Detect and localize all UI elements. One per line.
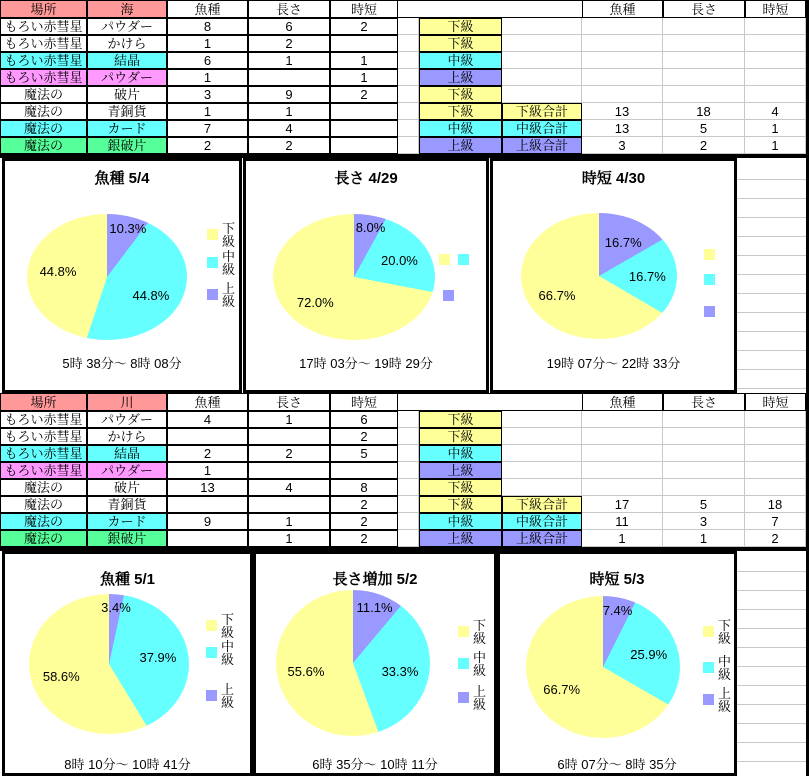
header-gap	[398, 393, 582, 411]
cell-total-value[interactable]: 18	[745, 496, 806, 513]
cell-empty[interactable]	[502, 69, 582, 86]
cell-spacer[interactable]	[398, 103, 419, 120]
cell-grade[interactable]: 下級	[419, 479, 502, 496]
legend-label-1: 下級	[473, 618, 487, 646]
legend-label-1: 下級	[222, 221, 236, 249]
header-place[interactable]: 場所	[0, 393, 87, 411]
cell-total-value[interactable]: 13	[582, 120, 663, 137]
cell-value[interactable]: 4	[167, 411, 248, 428]
cell-grade[interactable]: 下級	[419, 103, 502, 120]
cell-empty[interactable]	[582, 462, 663, 479]
cell-empty[interactable]	[502, 428, 582, 445]
cell-value[interactable]: 1	[330, 69, 398, 86]
header-metric-0[interactable]: 魚種	[167, 393, 248, 411]
cell-empty[interactable]	[502, 86, 582, 103]
cell-grade[interactable]: 下級	[419, 18, 502, 35]
cell-grade[interactable]: 下級	[419, 496, 502, 513]
cell-value[interactable]: 2	[248, 137, 330, 154]
cell-value[interactable]: 1	[167, 103, 248, 120]
cell-value[interactable]	[330, 462, 398, 479]
cell-empty[interactable]	[582, 18, 663, 35]
legend-swatch-2	[458, 254, 469, 265]
cell-value[interactable]: 7	[167, 120, 248, 137]
pie-percent-label: 10.3%	[109, 221, 147, 237]
chart-title: 時短 5/3	[589, 571, 645, 588]
cell-empty[interactable]	[502, 462, 582, 479]
pie-percent-label: 11.1%	[356, 599, 393, 615]
cell-spacer[interactable]	[398, 496, 419, 513]
pie-percent-label: 16.7%	[628, 269, 666, 285]
chart-title: 時短 4/30	[581, 170, 646, 187]
cell-value[interactable]: 2	[330, 86, 398, 103]
cell-grade[interactable]: 上級	[419, 137, 502, 154]
cell-empty[interactable]	[745, 69, 806, 86]
cell-empty[interactable]	[502, 479, 582, 496]
cell-spacer[interactable]	[398, 462, 419, 479]
cell-value[interactable]: 1	[248, 52, 330, 69]
cell-item[interactable]: 破片	[87, 86, 167, 103]
pie-percent-label: 20.0%	[381, 253, 418, 269]
cell-empty[interactable]	[745, 428, 806, 445]
cell-place[interactable]: もろい赤彗星	[0, 18, 87, 35]
cell-total-value[interactable]: 11	[582, 513, 663, 530]
cell-item[interactable]: カード	[87, 513, 167, 530]
cell-total-value[interactable]: 4	[745, 103, 806, 120]
cell-spacer[interactable]	[398, 479, 419, 496]
cell-place[interactable]: もろい赤彗星	[0, 52, 87, 69]
cell-empty[interactable]	[582, 428, 663, 445]
cell-spacer[interactable]	[398, 86, 419, 103]
cell-empty[interactable]	[582, 86, 663, 103]
cell-item[interactable]: パウダー	[87, 18, 167, 35]
cell-total-value[interactable]: 1	[663, 530, 745, 547]
cell-value[interactable]: 2	[330, 18, 398, 35]
legend-label-2: 中級	[221, 639, 235, 667]
header-metric-1[interactable]: 長さ	[248, 393, 330, 411]
legend-swatch-2	[703, 662, 714, 673]
cell-total-label[interactable]: 中級合計	[502, 513, 582, 530]
header-category[interactable]: 海	[87, 0, 167, 18]
legend-swatch-3	[703, 694, 714, 705]
cell-total-value[interactable]: 13	[582, 103, 663, 120]
legend-swatch-1	[207, 229, 218, 240]
legend-label-2: 中級	[222, 249, 236, 277]
cell-spacer[interactable]	[398, 52, 419, 69]
cell-grade[interactable]: 上級	[419, 69, 502, 86]
cell-empty[interactable]	[663, 52, 745, 69]
cell-value[interactable]: 6	[248, 18, 330, 35]
pie-chart-1[interactable]	[2, 158, 242, 393]
cell-empty[interactable]	[745, 445, 806, 462]
cell-value[interactable]: 1	[248, 530, 330, 547]
cell-empty[interactable]	[582, 479, 663, 496]
legend-swatch-2	[207, 257, 218, 268]
cell-value[interactable]: 8	[167, 18, 248, 35]
chart-title: 長さ増加 5/2	[332, 571, 418, 588]
cell-place[interactable]: もろい赤彗星	[0, 35, 87, 52]
cell-empty[interactable]	[582, 69, 663, 86]
legend-label-3: 上級	[718, 686, 732, 714]
cell-spacer[interactable]	[398, 513, 419, 530]
cell-value[interactable]: 13	[167, 479, 248, 496]
cell-grade[interactable]: 中級	[419, 52, 502, 69]
pie-chart-6[interactable]	[497, 551, 737, 776]
cell-empty[interactable]	[745, 411, 806, 428]
legend-label-3: 上級	[222, 281, 236, 309]
pie-percent-label: 8.0%	[355, 219, 386, 235]
cell-empty[interactable]	[663, 69, 745, 86]
cell-value[interactable]	[167, 530, 248, 547]
cell-empty[interactable]	[663, 462, 745, 479]
header-sum-metric-1[interactable]: 長さ	[663, 0, 745, 18]
cell-place[interactable]: もろい赤彗星	[0, 445, 87, 462]
cell-value[interactable]: 1	[330, 52, 398, 69]
legend-swatch-1	[458, 626, 469, 637]
cell-total-label[interactable]: 下級合計	[502, 103, 582, 120]
cell-spacer[interactable]	[398, 445, 419, 462]
cell-item[interactable]: 結晶	[87, 445, 167, 462]
cell-empty[interactable]	[502, 411, 582, 428]
cell-grade[interactable]: 下級	[419, 411, 502, 428]
cell-total-value[interactable]: 3	[582, 137, 663, 154]
header-sum-metric-1[interactable]: 長さ	[663, 393, 745, 411]
empty-cells-grid-top[interactable]	[737, 161, 806, 392]
cell-total-value[interactable]: 3	[663, 513, 745, 530]
pie-chart-2[interactable]	[243, 158, 489, 393]
chart-title: 長さ 4/29	[334, 170, 398, 187]
chart-caption: 6時 07分～ 8時 35分	[557, 757, 677, 772]
cell-empty[interactable]	[745, 35, 806, 52]
pie-percent-label: 44.8%	[39, 263, 77, 279]
cell-item[interactable]: パウダー	[87, 411, 167, 428]
pie-percent-label: 58.6%	[42, 668, 80, 684]
legend-swatch-1	[703, 626, 714, 637]
cell-item[interactable]: 破片	[87, 479, 167, 496]
cell-place[interactable]: もろい赤彗星	[0, 69, 87, 86]
cell-item[interactable]: かけら	[87, 35, 167, 52]
cell-place[interactable]: 魔法の	[0, 103, 87, 120]
cell-grade[interactable]: 上級	[419, 462, 502, 479]
chart-caption: 5時 38分～ 8時 08分	[62, 356, 182, 371]
cell-value[interactable]: 2	[167, 137, 248, 154]
pie-percent-label: 44.8%	[132, 288, 170, 304]
legend-swatch-2	[206, 647, 217, 658]
cell-spacer[interactable]	[398, 120, 419, 137]
cell-total-value[interactable]: 2	[663, 137, 745, 154]
header-sum-metric-2[interactable]: 時短	[745, 0, 806, 18]
pie-percent-label: 7.4%	[602, 603, 633, 619]
header-gap	[398, 0, 582, 18]
cell-empty[interactable]	[502, 445, 582, 462]
cell-empty[interactable]	[745, 86, 806, 103]
cell-place[interactable]: もろい赤彗星	[0, 428, 87, 445]
cell-value[interactable]: 9	[167, 513, 248, 530]
chart-title: 魚種 5/1	[99, 571, 156, 588]
cell-item[interactable]: パウダー	[87, 69, 167, 86]
cell-item[interactable]: 青銅貨	[87, 496, 167, 513]
cell-value[interactable]: 1	[248, 411, 330, 428]
header-sum-metric-0[interactable]: 魚種	[582, 0, 663, 18]
cell-value[interactable]: 1	[167, 69, 248, 86]
cell-total-value[interactable]: 17	[582, 496, 663, 513]
legend-swatch-3	[207, 289, 218, 300]
cell-grade[interactable]: 中級	[419, 513, 502, 530]
cell-empty[interactable]	[582, 52, 663, 69]
cell-value[interactable]: 5	[330, 445, 398, 462]
cell-value[interactable]: 2	[330, 496, 398, 513]
pie-percent-label: 16.7%	[604, 235, 642, 251]
cell-value[interactable]: 1	[167, 35, 248, 52]
legend-label-1: 下級	[718, 618, 732, 646]
cell-value[interactable]	[167, 496, 248, 513]
cell-grade[interactable]: 下級	[419, 86, 502, 103]
cell-place[interactable]: 魔法の	[0, 513, 87, 530]
legend-swatch-3	[206, 690, 217, 701]
cell-value[interactable]: 1	[167, 462, 248, 479]
cell-item[interactable]: 銀破片	[87, 530, 167, 547]
pie-percent-label: 33.3%	[381, 663, 419, 679]
cell-total-label[interactable]: 下級合計	[502, 496, 582, 513]
cell-grade[interactable]: 中級	[419, 445, 502, 462]
header-metric-2[interactable]: 時短	[330, 0, 398, 18]
cell-value[interactable]	[248, 69, 330, 86]
cell-total-value[interactable]: 1	[745, 137, 806, 154]
cell-value[interactable]	[330, 103, 398, 120]
cell-spacer[interactable]	[398, 411, 419, 428]
cell-total-value[interactable]: 7	[745, 513, 806, 530]
cell-spacer[interactable]	[398, 35, 419, 52]
pie-percent-label: 72.0%	[296, 294, 334, 310]
pie-percent-label: 55.6%	[287, 663, 325, 679]
header-metric-0[interactable]: 魚種	[167, 0, 248, 18]
cell-value[interactable]: 2	[248, 35, 330, 52]
cell-value[interactable]: 2	[330, 428, 398, 445]
cell-empty[interactable]	[663, 18, 745, 35]
cell-item[interactable]: パウダー	[87, 462, 167, 479]
empty-cells-grid-bottom[interactable]	[737, 553, 806, 775]
cell-total-value[interactable]: 18	[663, 103, 745, 120]
pie-percent-label: 37.9%	[139, 649, 177, 665]
cell-place[interactable]: 魔法の	[0, 120, 87, 137]
cell-value[interactable]: 1	[248, 103, 330, 120]
header-sum-metric-0[interactable]: 魚種	[582, 393, 663, 411]
cell-place[interactable]: もろい赤彗星	[0, 411, 87, 428]
cell-item[interactable]: 銀破片	[87, 137, 167, 154]
cell-value[interactable]: 1	[248, 513, 330, 530]
cell-grade[interactable]: 下級	[419, 428, 502, 445]
chart-caption: 19時 07分～ 22時 33分	[546, 356, 681, 371]
cell-empty[interactable]	[663, 479, 745, 496]
cell-spacer[interactable]	[398, 428, 419, 445]
legend-label-3: 上級	[221, 682, 235, 710]
cell-item[interactable]: 青銅貨	[87, 103, 167, 120]
cell-empty[interactable]	[502, 35, 582, 52]
cell-value[interactable]: 9	[248, 86, 330, 103]
legend-label-2: 中級	[718, 654, 732, 682]
cell-total-value[interactable]: 1	[582, 530, 663, 547]
cell-empty[interactable]	[582, 35, 663, 52]
cell-item[interactable]: かけら	[87, 428, 167, 445]
cell-item[interactable]: カード	[87, 120, 167, 137]
cell-value[interactable]: 4	[248, 479, 330, 496]
pie-chart-4[interactable]	[2, 551, 253, 776]
cell-grade[interactable]: 上級	[419, 530, 502, 547]
pie-chart-3[interactable]	[490, 158, 737, 393]
header-metric-1[interactable]: 長さ	[248, 0, 330, 18]
cell-value[interactable]	[330, 137, 398, 154]
cell-value[interactable]	[167, 428, 248, 445]
cell-place[interactable]: 魔法の	[0, 496, 87, 513]
legend-swatch-3	[443, 290, 454, 301]
header-metric-2[interactable]: 時短	[330, 393, 398, 411]
legend-swatch-3	[704, 306, 715, 317]
cell-empty[interactable]	[745, 479, 806, 496]
cell-empty[interactable]	[502, 52, 582, 69]
cell-value[interactable]: 2	[330, 513, 398, 530]
cell-value[interactable]	[248, 462, 330, 479]
cell-grade[interactable]: 下級	[419, 35, 502, 52]
pie-percent-label: 25.9%	[630, 647, 668, 663]
legend-label-3: 上級	[473, 684, 487, 712]
cell-value[interactable]	[330, 35, 398, 52]
cell-value[interactable]	[330, 120, 398, 137]
header-sum-metric-2[interactable]: 時短	[745, 393, 806, 411]
header-place[interactable]: 場所	[0, 0, 87, 18]
cell-empty[interactable]	[663, 86, 745, 103]
pie-percent-label: 66.7%	[538, 288, 576, 304]
cell-value[interactable]: 2	[167, 445, 248, 462]
cell-value[interactable]: 3	[167, 86, 248, 103]
cell-empty[interactable]	[502, 18, 582, 35]
chart-caption: 8時 10分～ 10時 41分	[64, 757, 191, 772]
pie-percent-label: 3.4%	[101, 599, 131, 615]
chart-caption: 17時 03分～ 19時 29分	[299, 356, 433, 371]
legend-swatch-1	[206, 620, 217, 631]
cell-empty[interactable]	[745, 462, 806, 479]
legend-swatch-2	[704, 274, 715, 285]
chart-caption: 6時 35分～ 10時 11分	[312, 757, 438, 772]
cell-place[interactable]: 魔法の	[0, 86, 87, 103]
cell-value[interactable]: 2	[330, 530, 398, 547]
legend-swatch-2	[458, 658, 469, 669]
cell-value[interactable]: 8	[330, 479, 398, 496]
cell-place[interactable]: 魔法の	[0, 530, 87, 547]
cell-empty[interactable]	[663, 428, 745, 445]
cell-place[interactable]: もろい赤彗星	[0, 462, 87, 479]
header-category[interactable]: 川	[87, 393, 167, 411]
cell-total-value[interactable]: 2	[745, 530, 806, 547]
pie-chart-5[interactable]	[253, 551, 497, 776]
legend-label-2: 中級	[473, 650, 487, 678]
cell-empty[interactable]	[745, 52, 806, 69]
cell-empty[interactable]	[663, 411, 745, 428]
chart-title: 魚種 5/4	[94, 170, 150, 187]
cell-total-value[interactable]: 1	[745, 120, 806, 137]
cell-value[interactable]: 6	[167, 52, 248, 69]
cell-item[interactable]: 結晶	[87, 52, 167, 69]
legend-label-1: 下級	[221, 612, 235, 640]
cell-total-value[interactable]: 5	[663, 120, 745, 137]
cell-value[interactable]: 4	[248, 120, 330, 137]
cell-empty[interactable]	[663, 35, 745, 52]
cell-empty[interactable]	[663, 445, 745, 462]
cell-total-label[interactable]: 上級合計	[502, 137, 582, 154]
cell-empty[interactable]	[745, 18, 806, 35]
cell-empty[interactable]	[582, 445, 663, 462]
legend-swatch-1	[704, 249, 715, 260]
cell-spacer[interactable]	[398, 69, 419, 86]
cell-total-label[interactable]: 中級合計	[502, 120, 582, 137]
cell-spacer[interactable]	[398, 530, 419, 547]
cell-total-value[interactable]: 5	[663, 496, 745, 513]
cell-empty[interactable]	[582, 411, 663, 428]
cell-spacer[interactable]	[398, 137, 419, 154]
cell-total-label[interactable]: 上級合計	[502, 530, 582, 547]
cell-grade[interactable]: 中級	[419, 120, 502, 137]
cell-value[interactable]: 2	[248, 445, 330, 462]
cell-value[interactable]: 6	[330, 411, 398, 428]
legend-swatch-1	[439, 254, 450, 265]
pie-percent-label: 66.7%	[543, 682, 581, 698]
cell-value[interactable]	[248, 496, 330, 513]
cell-place[interactable]: 魔法の	[0, 479, 87, 496]
cell-spacer[interactable]	[398, 18, 419, 35]
cell-value[interactable]	[248, 428, 330, 445]
legend-swatch-3	[458, 692, 469, 703]
cell-place[interactable]: 魔法の	[0, 137, 87, 154]
